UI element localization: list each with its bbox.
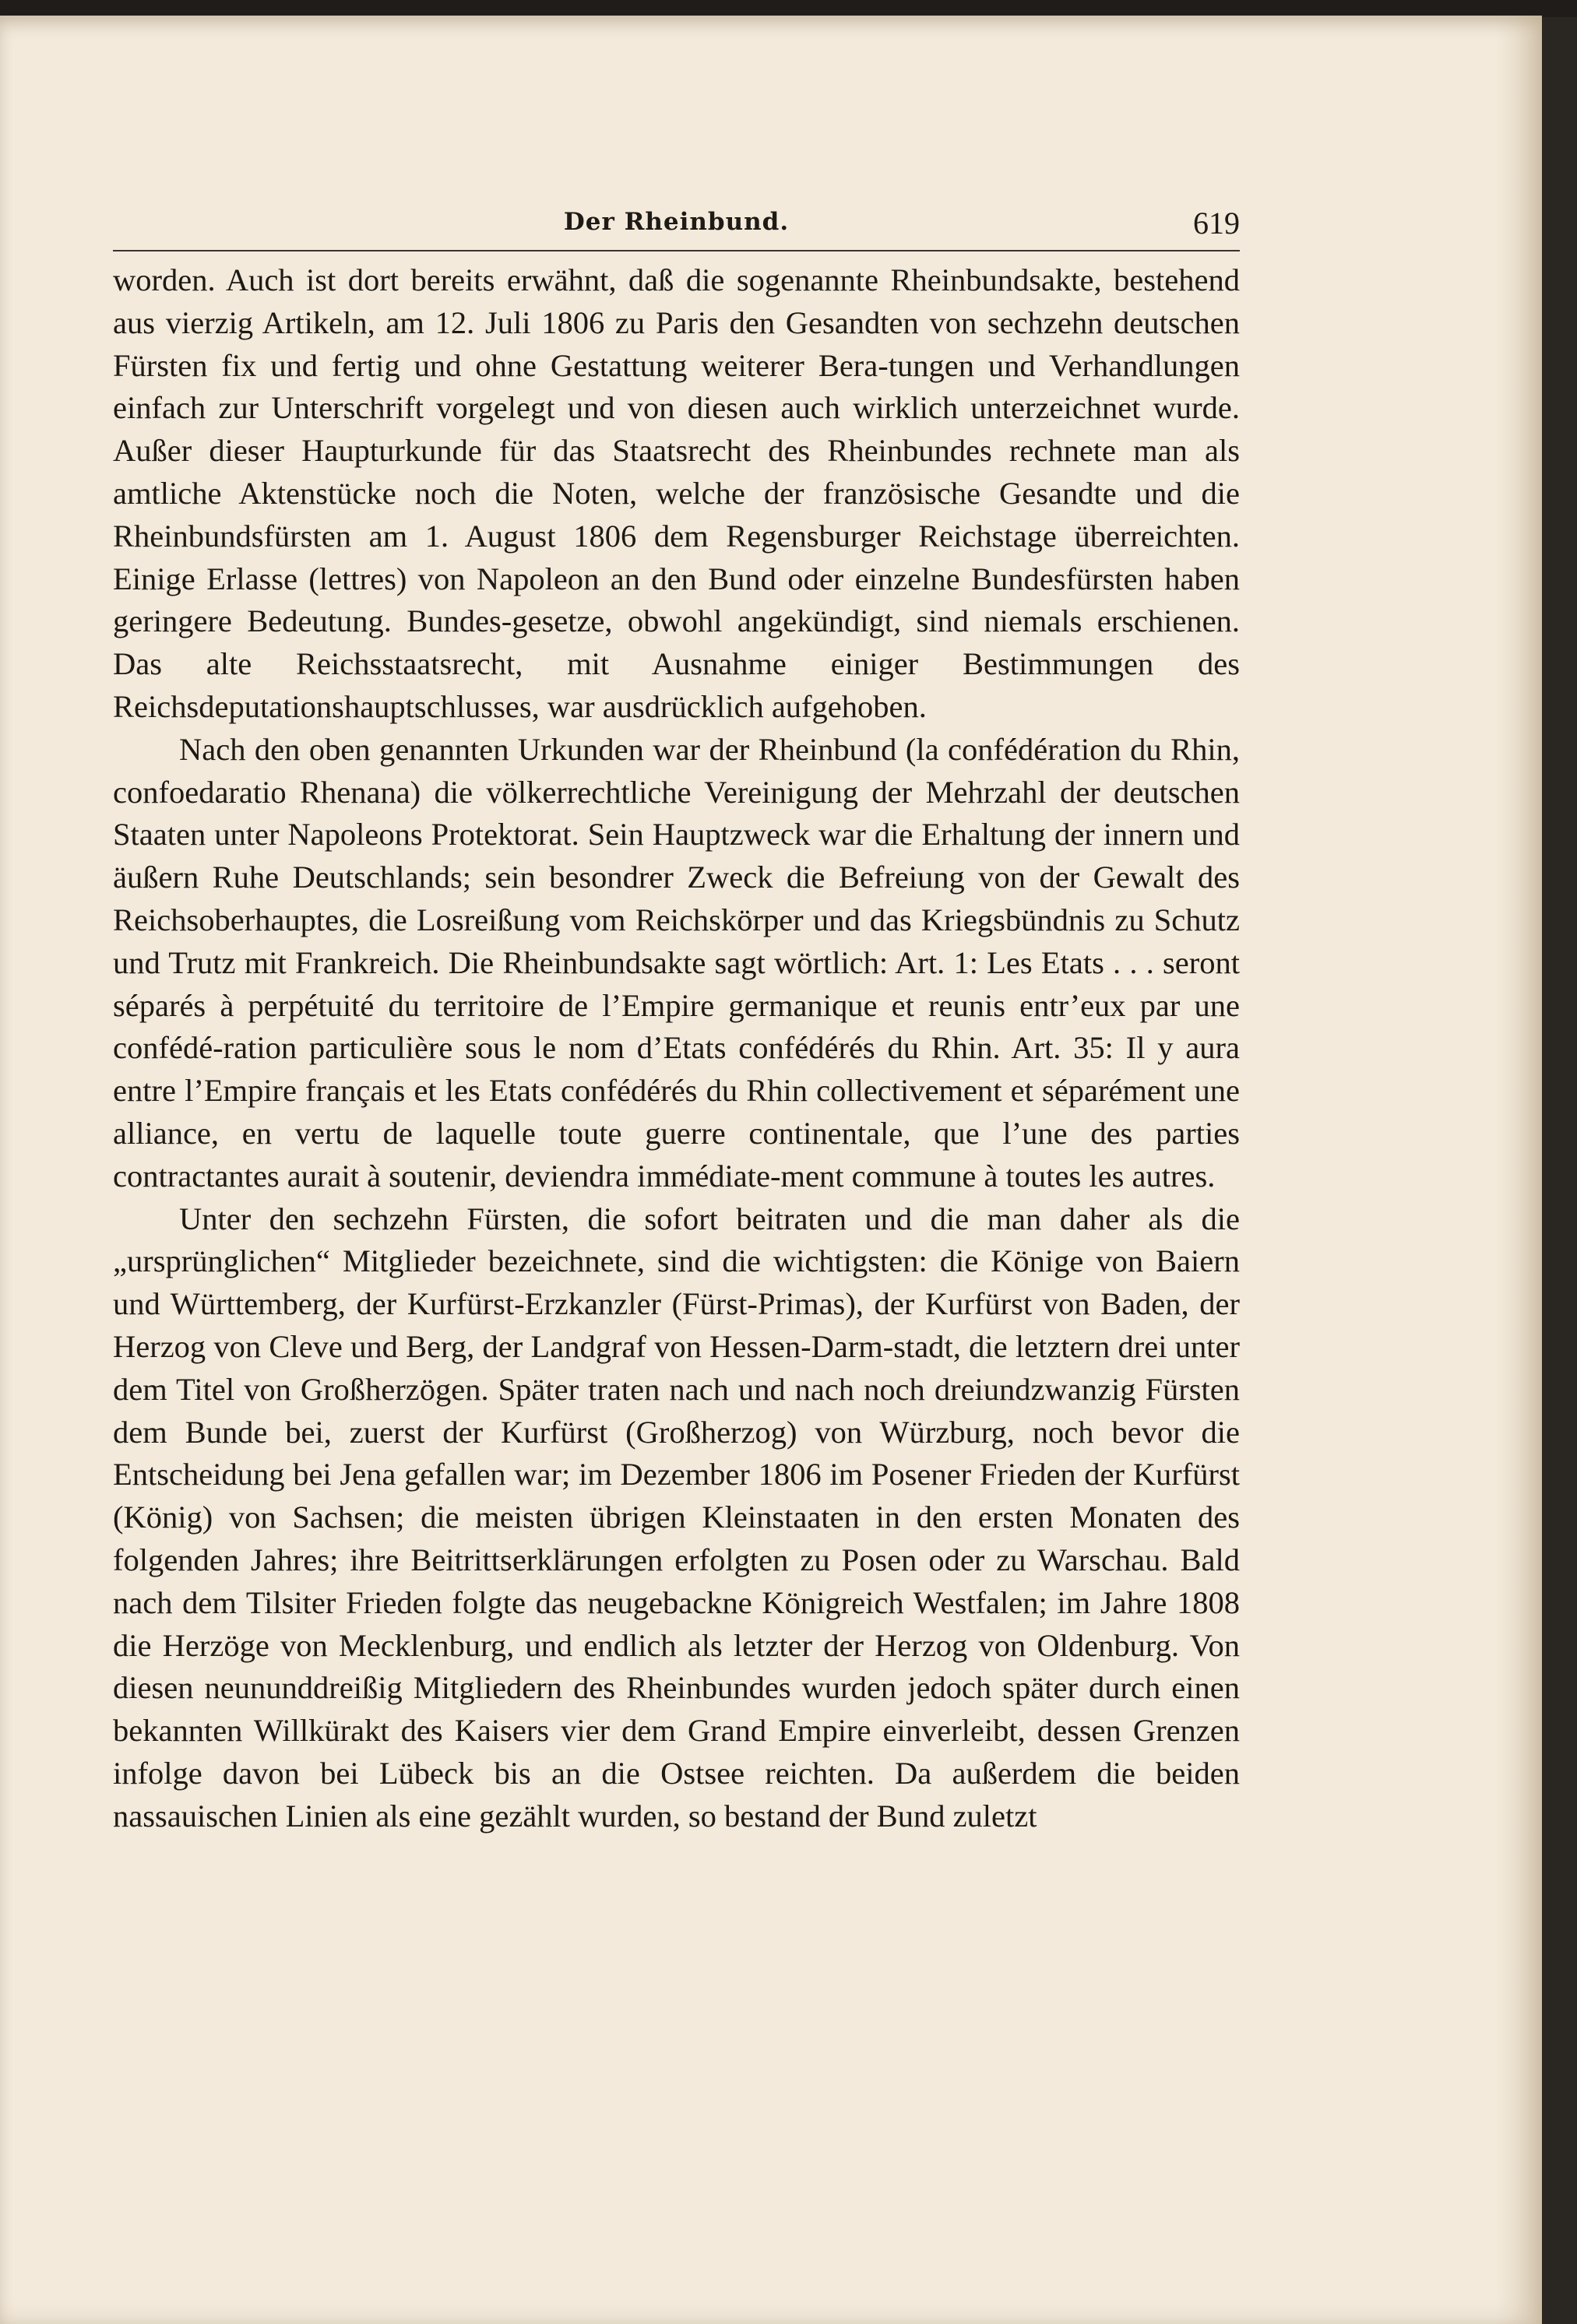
running-title: Der Rheinbund. (563, 208, 790, 236)
paragraph-3: Unter den sechzehn Fürsten, die sofort beitraten und die man daher als die „ursprünglichen“ Mitglieder bezeichnete, sind die wichtigsten: die Könige von Baiern und Württemberg, der Kurfürst-Erzkanzler (Fürst-Primas), der Kurfürst von Baden, der Herzog von Cleve und Berg, der Landgraf von Hessen-Darm-stadt, die letztern drei unter dem Titel von Großherzögen. Später traten nach und nach noch dreiundzwanzig Fürsten dem Bunde bei, zuerst der Kurfürst (Großherzog) von Würzburg, noch bevor die Entscheidung bei Jena gefallen war; im Dezember 1806 im Posener Frieden der Kurfürst (König) von Sachsen; die meisten übrigen Kleinstaaten in den ersten Monaten des folgenden Jahres; ihre Beitrittserklärungen erfolgten zu Posen oder zu Warschau. Bald nach dem Tilsiter Frieden folgte das neugebackne Königreich Westfalen; im Jahre 1808 die Herzöge von Mecklenburg, und endlich als letzter der Herzog von Oldenburg. Von diesen neununddreißig Mitgliedern des Rheinbundes wurden jedoch später durch einen bekannten Willkürakt des Kaisers vier dem Grand Empire einverleibt, dessen Grenzen infolge davon bei Lübeck bis an die Ostsee reichten. Da außerdem die beiden nassauischen Linien als eine gezählt wurden, so bestand der Bund zuletzt (113, 1201, 1240, 1834)
paragraph-1: worden. Auch ist dort bereits erwähnt, daß die sogenannte Rheinbundsakte, bestehend aus vierzig Artikeln, am 12. Juli 1806 zu Paris den Gesandten von sechzehn deutschen Fürsten fix und fertig und ohne Gestattung weiterer Bera-tungen und Verhandlungen einfach zur Unterschrift vorgelegt und von diesen auch wirklich unterzeichnet wurde. Außer dieser Haupturkunde für das Staatsrecht des Rheinbundes rechnete man als amtliche Aktenstücke noch die Noten, welche der französische Gesandte und die Rheinbundsfürsten am 1. August 1806 dem Regensburger Reichstage überreichten. Einige Erlasse (lettres) von Napoleon an den Bund oder einzelne Bundesfürsten haben geringere Bedeutung. Bundes-gesetze, obwohl angekündigt, sind niemals erschienen. Das alte Reichsstaatsrecht, mit Ausnahme einiger Bestimmungen des Reichsdeputationshauptschlusses, war ausdrücklich aufgehoben. (113, 262, 1240, 724)
paragraph-2: Nach den oben genannten Urkunden war der Rheinbund (la confédération du Rhin, confoedaratio Rhenana) die völkerrechtliche Vereinigung der Mehrzahl der deutschen Staaten unter Napoleons Protektorat. Sein Hauptzweck war die Erhaltung der innern und äußern Ruhe Deutschlands; sein besondrer Zweck die Befreiung von der Gewalt des Reichsoberhauptes, die Losreißung vom Reichskörper und das Kriegsbündnis zu Schutz und Trutz mit Frankreich. Die Rheinbundsakte sagt wörtlich: Art. 1: Les Etats . . . seront séparés à perpétuité du territoire de l’Empire germanique et reunis entr’eux par une confédé-ration particulière sous le nom d’Etats confédérés du Rhin. Art. 35: Il y aura entre l’Empire français et les Etats confédérés du Rhin collectivement et séparément une alliance, en vertu de laquelle toute guerre continentale, que l’une des parties contractantes aurait à soutenir, deviendra immédiate-ment commune à toutes les autres. (113, 731, 1240, 1194)
body-text (113, 259, 1240, 1837)
page-number: 619 (1193, 206, 1240, 241)
scan-background-edge (0, 0, 1577, 17)
page-header (113, 200, 1240, 251)
page-edge-shadow (1495, 16, 1542, 2324)
